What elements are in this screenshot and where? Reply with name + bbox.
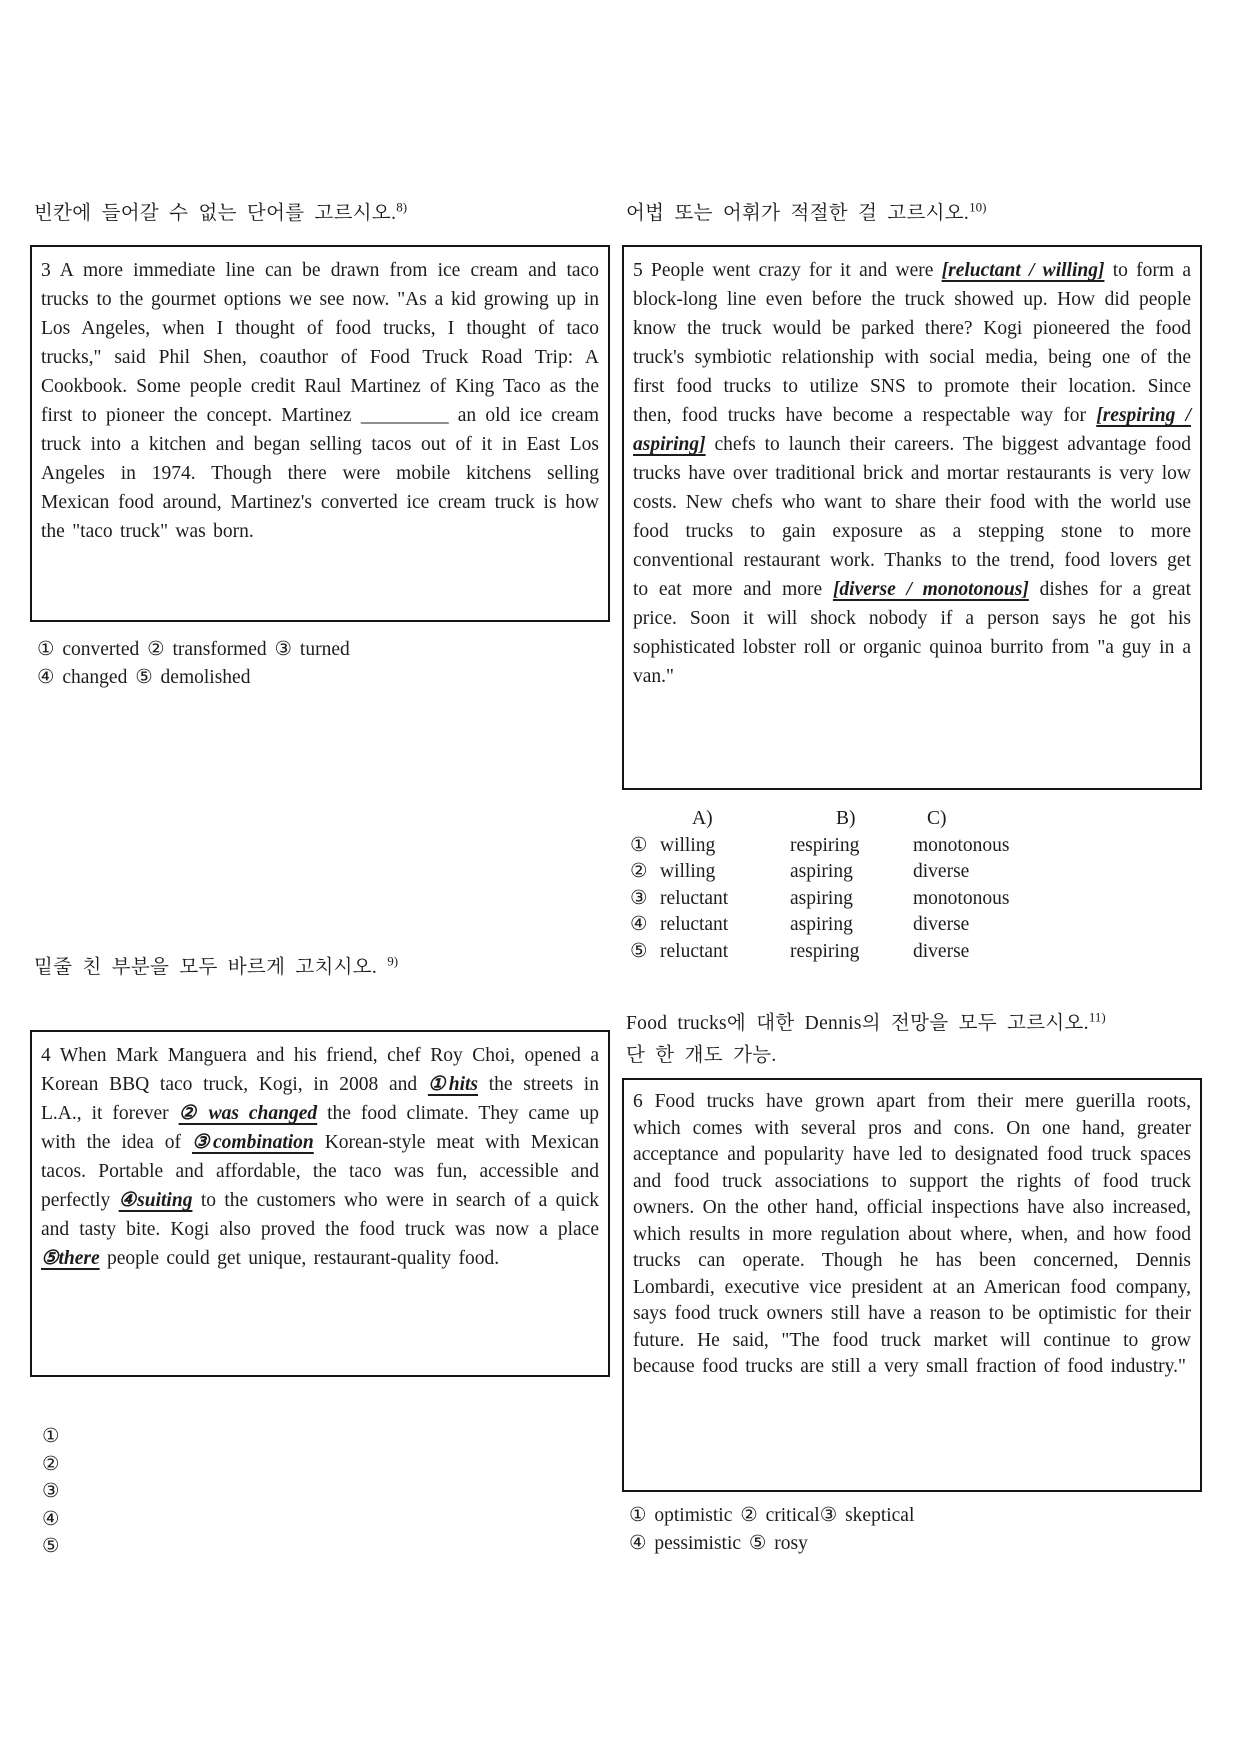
underlined-segment: [respiring / aspiring] — [633, 405, 1191, 455]
option-a: reluctant — [660, 914, 729, 935]
option-b: aspiring — [790, 914, 853, 935]
option-c: monotonous — [913, 834, 1010, 856]
answer-slot: ① — [42, 1426, 60, 1447]
option-number: ⑤ — [630, 940, 648, 962]
option-row — [630, 939, 1202, 966]
prompt-line — [626, 1008, 1202, 1040]
underlined-segment: ② was changed — [178, 1103, 318, 1124]
underlined-segment: [reluctant / willing] — [941, 260, 1105, 281]
underlined-segment: ①hits — [427, 1074, 478, 1095]
option-col-b-header: B) — [836, 808, 856, 829]
option-b: aspiring — [790, 887, 853, 909]
option-b: aspiring — [790, 861, 853, 882]
text-segment: chefs to launch their careers. The biggest advantage food trucks have over traditional brick and mortar restaurants is very low costs. New chefs who want to share their food with the world use food trucks to gain exposure as a stepping stone to more conventional restaurant work. Thanks to the trend, food lovers get to eat more and more — [633, 434, 1191, 600]
option-a: reluctant — [660, 887, 729, 909]
answer-slot: ⑤ — [42, 1536, 60, 1557]
answer-slot: ③ — [42, 1481, 60, 1502]
question-5-passage — [633, 256, 1191, 691]
prompt-text: 빈칸에 들어갈 수 없는 단어를 고르시오. — [34, 203, 397, 224]
question-10-prompt — [626, 198, 1202, 230]
option-c: monotonous — [913, 887, 1010, 909]
footnote-ref-11: 11) — [1088, 1009, 1106, 1025]
text-segment: dishes for a great price. Soon it will shock nobody if a person says he got his sophisticated lobster roll or organic quinoa burrito from "a guy in a van." — [633, 579, 1191, 687]
choice-line: ④ changed ⑤ demolished — [37, 667, 251, 688]
option-a: reluctant — [660, 940, 729, 962]
underlined-segment: ④suiting — [118, 1190, 193, 1211]
option-a: willing — [660, 861, 716, 882]
option-number: ② — [630, 861, 648, 882]
prompt-text: 어법 또는 어휘가 적절한 걸 고르시오. — [626, 203, 970, 224]
text-segment: to form a block-long line even before the truck showed up. How did people know the truck would be parked there? Kogi pioneered the food truck's symbiotic relationship with social media, being one of the first food trucks to utilize SNS to promote their location. Since then, food trucks have become a respectable way for — [633, 260, 1191, 426]
question-4-answer-list — [42, 1423, 59, 1561]
underlined-segment: ⑤there — [41, 1248, 100, 1269]
prompt-text: 밑줄 친 부분을 모두 바르게 고치시오. — [34, 957, 388, 978]
footnote-ref-10: 10) — [969, 199, 987, 215]
question-8-prompt — [34, 198, 610, 230]
choice-line: ① converted ② transformed ③ turned — [37, 639, 350, 660]
option-row — [630, 912, 1202, 939]
question-6-passage-box — [622, 1078, 1202, 1492]
option-row — [630, 886, 1202, 913]
option-table-header — [630, 806, 1202, 833]
option-row — [630, 833, 1202, 860]
option-b: respiring — [790, 834, 860, 856]
question-4-passage — [41, 1041, 599, 1273]
prompt-line: 단 한 개도 가능. — [626, 1045, 777, 1066]
choice-line: ④ pessimistic ⑤ rosy — [629, 1533, 808, 1554]
question-11-prompt — [626, 1008, 1202, 1072]
text-segment: the food climate. They came up with the idea of — [41, 1103, 599, 1153]
left-column — [30, 0, 610, 1752]
answer-slot: ② — [42, 1453, 60, 1475]
option-number: ③ — [630, 887, 648, 909]
text-segment: 3 A more immediate line can be drawn from ice cream and taco trucks to the gourmet options we see now. "As a kid growing up in Los Angeles, when I thought of food trucks, I thought of taco trucks," said Phil Shen, coauthor of Food Truck Road Trip: A Cookbook. Some people credit Raul Martinez of King Taco as the first to pioneer the concept. Martinez _________ an old ice cream truck into a kitchen and began selling tacos out of it in East Los Angeles in 1974. Though there were mobile kitchens selling Mexican food around, Martinez's converted ice cream truck is how the "taco truck" was born. — [41, 260, 599, 542]
footnote-ref-8: 8) — [396, 199, 408, 215]
prompt-text: Food trucks에 대한 Dennis의 전망을 모두 고르시오. — [626, 1013, 1089, 1034]
text-segment: 4 When Mark Manguera and his friend, chef Roy Choi, opened a Korean BBQ taco truck, Kogi, in 2008 and — [41, 1045, 599, 1095]
question-6-choices — [629, 1502, 1202, 1558]
option-c: diverse — [913, 940, 970, 962]
choice-line: ① optimistic ② critical③ skeptical — [629, 1505, 915, 1526]
question-4-passage-box — [30, 1030, 610, 1377]
option-a: willing — [660, 834, 716, 856]
question-6-passage — [633, 1089, 1191, 1381]
question-3-passage — [41, 256, 599, 546]
option-row — [630, 859, 1202, 886]
option-c: diverse — [913, 861, 970, 882]
underlined-segment: ③combination — [191, 1132, 314, 1153]
option-col-num — [630, 806, 660, 833]
question-5-option-table — [622, 806, 1202, 965]
text-segment: 6 Food trucks have grown apart from their mere guerilla roots, which comes with several pros and cons. On one hand, greater acceptance and popularity have led to designated food truck spaces and food truck associations to support the rights of food truck owners. On the other hand, official inspections have also increased, which results in more regulation about where, when, and how food trucks can operate. Though he has been concerned, Dennis Lombardi, executive vice president at an American food company, says food truck owners still have a reason to be optimistic for their future. He said, "The food truck market will continue to grow because food trucks are still a very small fraction of food industry." — [633, 1091, 1191, 1377]
question-3-passage-box — [30, 245, 610, 622]
option-c: diverse — [913, 914, 970, 935]
option-col-c-header: C) — [927, 808, 947, 829]
text-segment: the streets in L.A., it forever — [41, 1074, 599, 1124]
underlined-segment: [diverse / monotonous] — [832, 579, 1029, 600]
text-segment: 5 People went crazy for it and were — [633, 260, 942, 281]
footnote-ref-9: 9) — [387, 953, 399, 969]
text-segment: to the customers who were in search of a quick and tasty bite. Kogi also proved the food truck was now a place — [41, 1190, 599, 1240]
question-9-prompt — [34, 952, 610, 984]
question-5-passage-box — [622, 245, 1202, 790]
option-number: ① — [630, 834, 648, 856]
option-col-a-header: A) — [692, 808, 713, 829]
option-number: ④ — [630, 914, 648, 935]
text-segment: people could get unique, restaurant-quality food. — [99, 1248, 500, 1269]
answer-slot: ④ — [42, 1508, 60, 1530]
question-3-choices — [37, 636, 610, 692]
text-segment: Korean-style meat with Mexican tacos. Portable and affordable, the taco was fun, accessible and perfectly — [41, 1132, 599, 1211]
option-b: respiring — [790, 940, 860, 962]
right-column — [622, 0, 1202, 1752]
